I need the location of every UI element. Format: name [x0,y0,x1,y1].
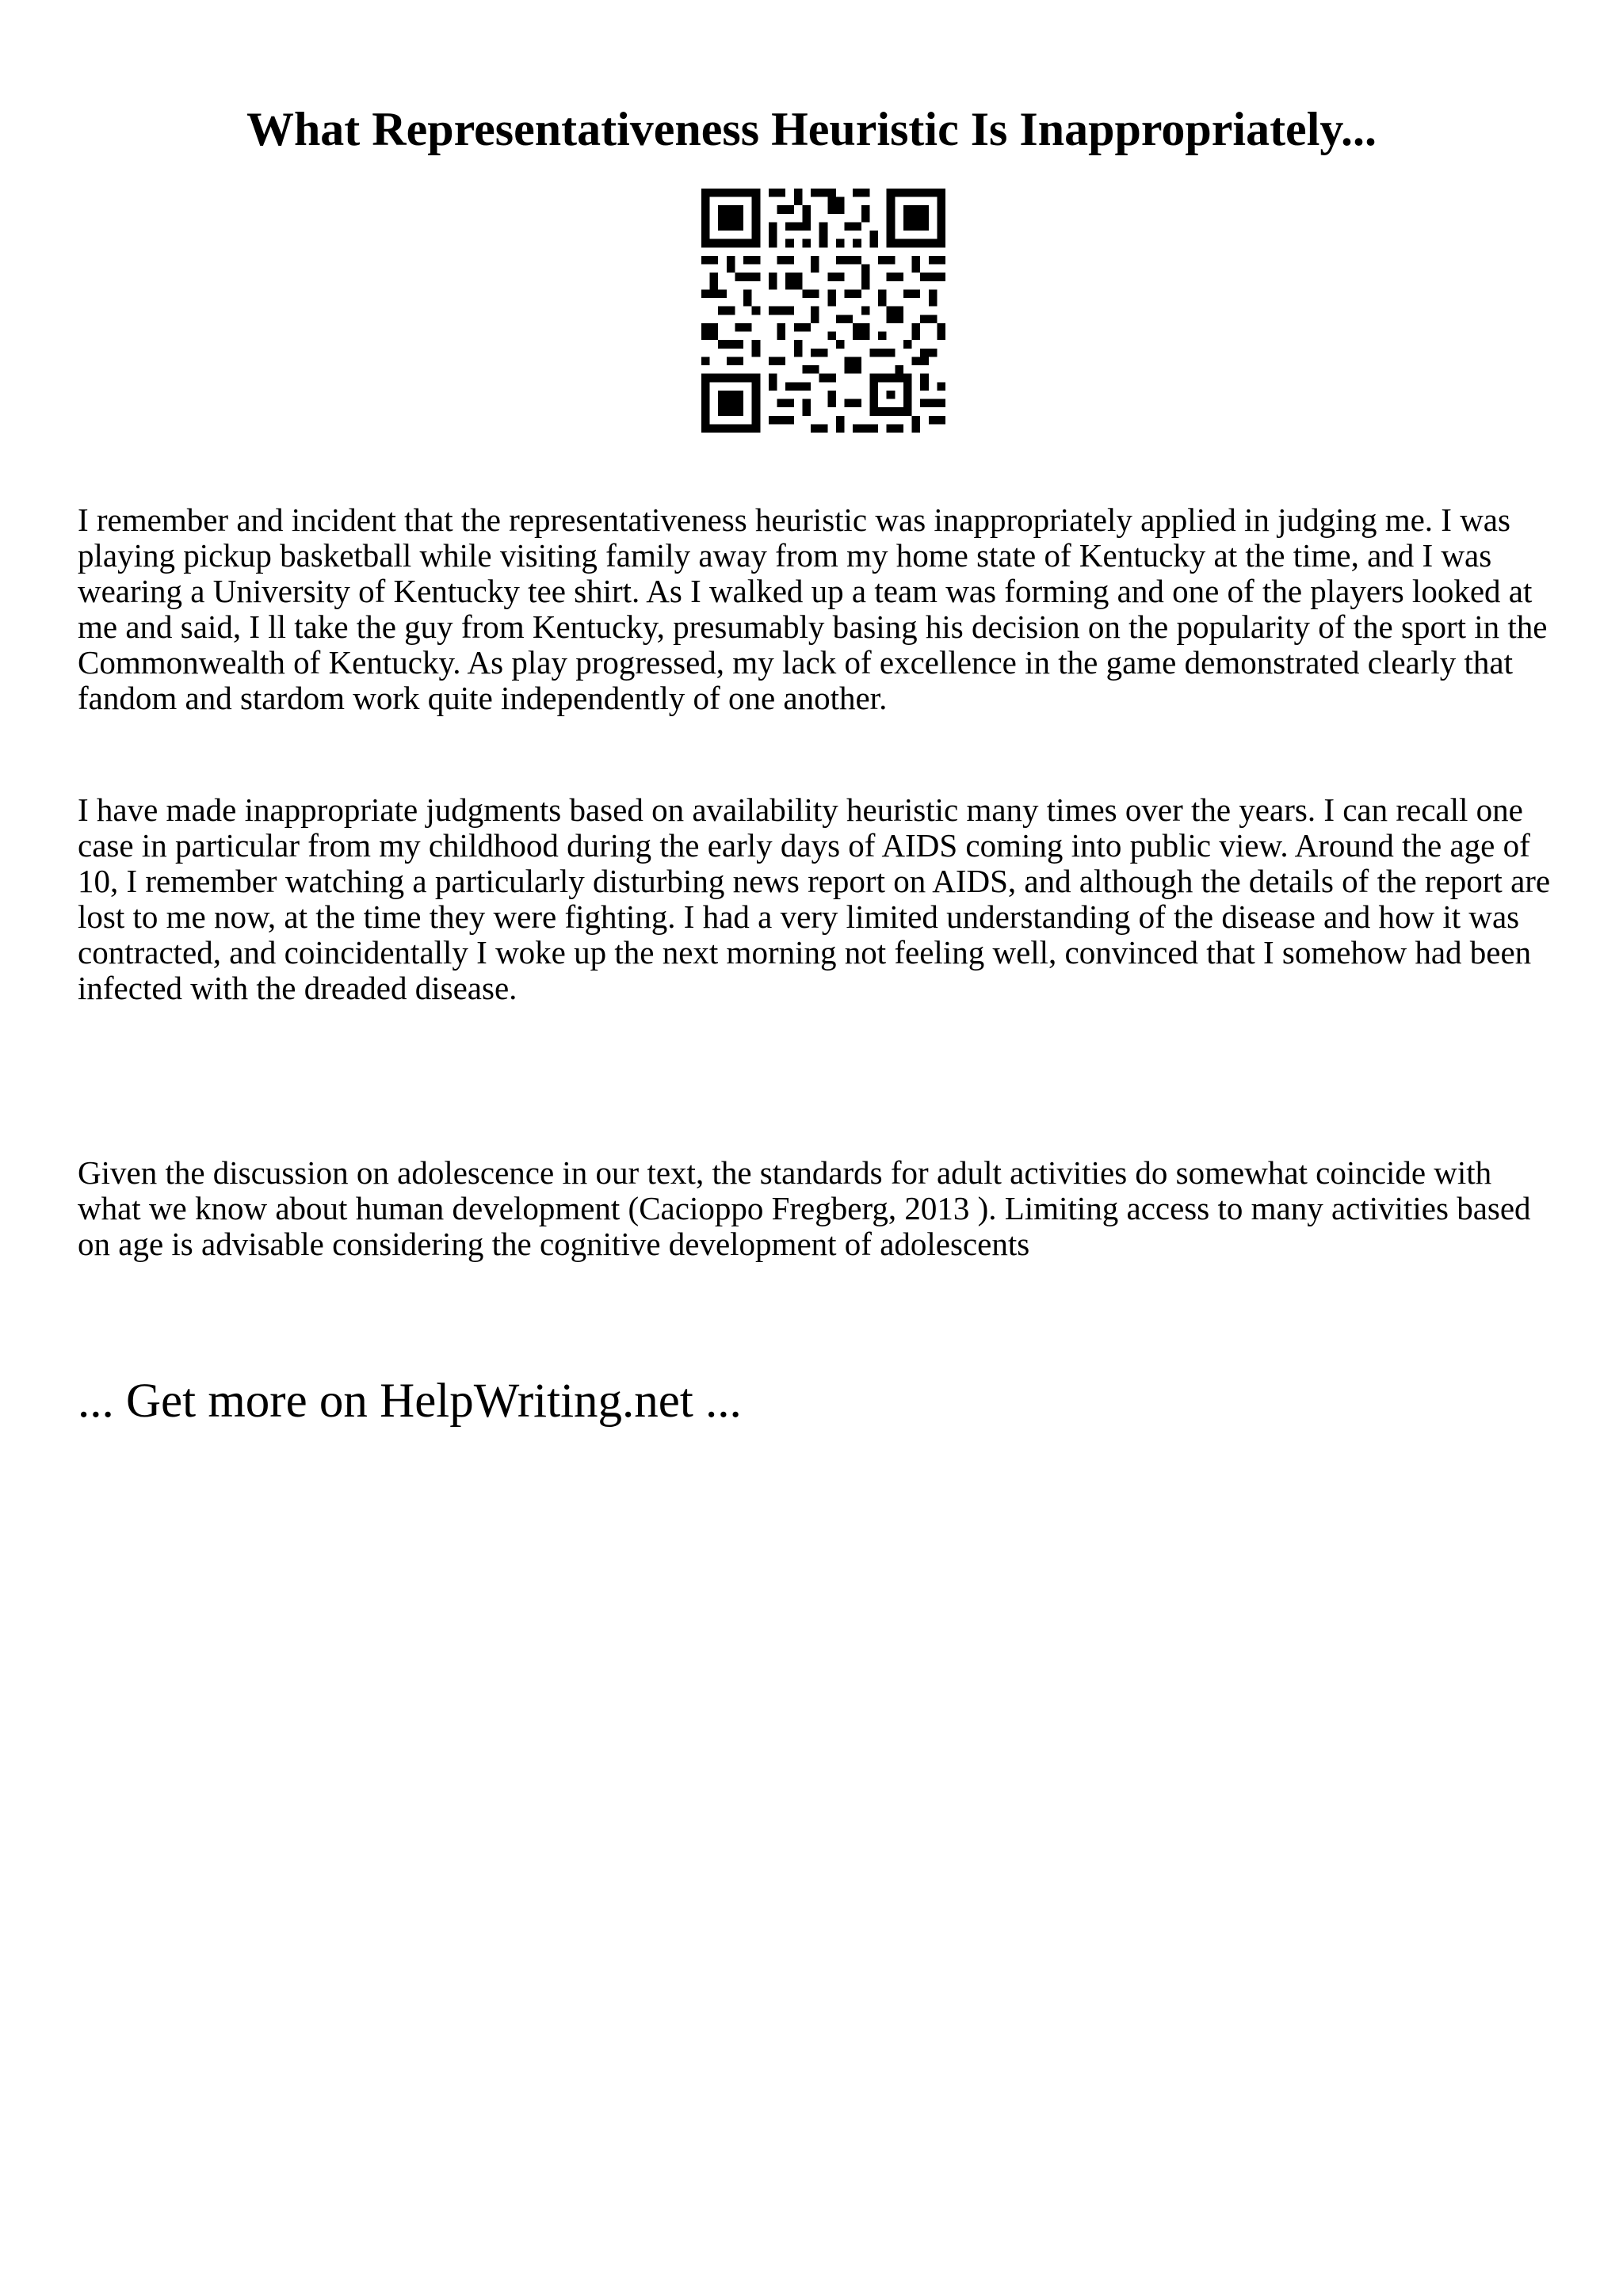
footer-link-text: ... Get more on HelpWriting.net ... [78,1375,742,1428]
paragraph-adolescence: Given the discussion on adolescence in our text, the standards for adult activities do somewhat coincide with what we know about human development (Cacioppo Fregberg, 2013 ). Limiting access to many activities based on age is advisable considering the cognitive development of adolescents [78,1154,1531,1262]
paragraph-representativeness: I remember and incident that the representativeness heuristic was inappropriately applied in judging me. I was playing pickup basketball while visiting family away from my home state of Kentucky at the time, and I was wearing a University of Kentucky tee shirt. As I walked up a team was forming and one of the players looked at me and said, I ll take the guy from Kentucky, presumably basing his decision on the popularity of the sport in the Commonwealth of Kentucky. As play progressed, my lack of excellence in the game demonstrated clearly that fandom and stardom work quite independently of one another. [78,502,1548,716]
qr-code-icon [701,189,945,433]
paragraph-availability: I have made inappropriate judgments based on availability heuristic many times over the years. I can recall one case in particular from my childhood during the early days of AIDS coming into public view. Around the age of 10, I remember watching a particularly disturbing news report on AIDS, and although the details of the report are lost to me now, at the time they were fighting. I had a very limited understanding of the disease and how it was contracted, and coincidentally I woke up the next morning not feeling well, convinced that I somehow had been infected with the dreaded disease. [78,791,1551,1006]
page-title: What Representativeness Heuristic Is Inappropriately... [246,103,1377,155]
